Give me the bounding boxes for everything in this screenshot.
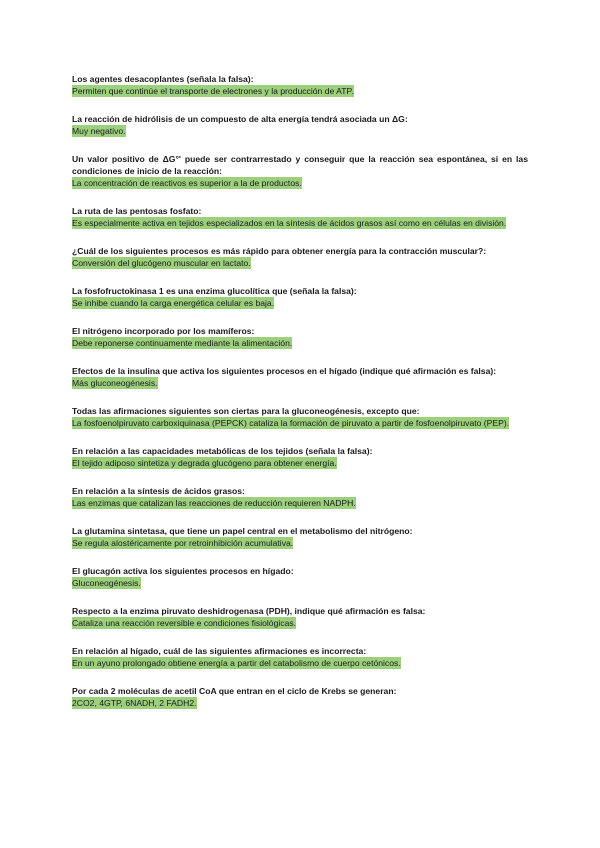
qa-item-7 — [72, 325, 528, 349]
highlighted-answer: Cataliza una reacción reversible e condiciones fisiológicas. — [72, 618, 297, 628]
question-text: El nitrógeno incorporado por los mamíferos: — [72, 326, 255, 336]
question-text: Un valor positivo de ΔG°' puede ser contrarrestado y conseguir que la reacción sea espontánea, si en las condiciones de inicio de la reacción: — [72, 154, 528, 176]
highlighted-answer: La fosfoenolpiruvato carboxiquinasa (PEPCK) cataliza la formación de piruvato a partir de fosfoenolpiruvato (PEP). — [72, 418, 510, 428]
highlighted-answer: Conversión del glucógeno muscular en lactato. — [72, 258, 251, 268]
question-text: ¿Cuál de los siguientes procesos es más rápido para obtener energía para la contracción muscular?: — [72, 246, 487, 256]
question-text: Por cada 2 moléculas de acetil CoA que entran en el ciclo de Krebs se generan: — [72, 686, 397, 696]
question-text: En relación al hígado, cuál de las siguientes afirmaciones es incorrecta: — [72, 646, 367, 656]
qa-item-12 — [72, 525, 528, 549]
highlighted-answer: Gluconeogénesis. — [72, 578, 141, 588]
question-text: La glutamina sintetasa, que tiene un papel central en el metabolismo del nitrógeno: — [72, 526, 413, 536]
question-text: Los agentes desacoplantes (señala la falsa): — [72, 74, 254, 84]
question-list — [72, 73, 528, 709]
question-text: La reacción de hidrólisis de un compuesto de alta energía tendrá asociada un ΔG: — [72, 114, 408, 124]
question-text: Efectos de la insulina que activa los siguientes procesos en el hígado (indique qué afirmación es falsa): — [72, 366, 497, 376]
highlighted-answer: Debe reponerse continuamente mediante la alimentación. — [72, 338, 293, 348]
highlighted-answer: 2CO2, 4GTP, 6NADH, 2 FADH2. — [72, 698, 197, 708]
qa-item-6 — [72, 285, 528, 309]
qa-item-9 — [72, 405, 528, 429]
qa-item-11 — [72, 485, 528, 509]
qa-item-1 — [72, 73, 528, 97]
qa-item-15 — [72, 645, 528, 669]
qa-item-2 — [72, 113, 528, 137]
qa-item-13 — [72, 565, 528, 589]
question-text: Todas las afirmaciones siguientes son ciertas para la gluconeogénesis, excepto que: — [72, 406, 420, 416]
highlighted-answer: Muy negativo. — [72, 126, 126, 136]
question-text: Respecto a la enzima piruvato deshidrogenasa (PDH), indique qué afirmación es falsa: — [72, 606, 426, 616]
question-text: El glucagón activa los siguientes procesos en hígado: — [72, 566, 294, 576]
highlighted-answer: Las enzimas que catalizan las reacciones de reducción requieren NADPH. — [72, 498, 356, 508]
highlighted-answer: La concentración de reactivos es superior a la de productos. — [72, 178, 302, 188]
highlighted-answer: Es especialmente activa en tejidos especializados en la síntesis de ácidos grasos así como en células en división. — [72, 218, 507, 228]
qa-item-16 — [72, 685, 528, 709]
question-text: La fosfofructokinasa 1 es una enzima glucolítica que (señala la falsa): — [72, 286, 357, 296]
highlighted-answer: El tejido adiposo sintetiza y degrada glucógeno para obtener energía. — [72, 458, 337, 468]
highlighted-answer: Permiten que continúe el transporte de electrones y la producción de ATP. — [72, 86, 354, 96]
qa-item-4 — [72, 205, 528, 229]
qa-item-8 — [72, 365, 528, 389]
qa-item-14 — [72, 605, 528, 629]
highlighted-answer: Más gluconeogénesis. — [72, 378, 158, 388]
question-text: En relación a la síntesis de ácidos grasos: — [72, 486, 245, 496]
question-text: La ruta de las pentosas fosfato: — [72, 206, 202, 216]
highlighted-answer: Se inhibe cuando la carga energética celular es baja. — [72, 298, 275, 308]
highlighted-answer: Se regula alostéricamente por retroinhibición acumulativa. — [72, 538, 294, 548]
question-text: En relación a las capacidades metabólicas de los tejidos (señala la falsa): — [72, 446, 373, 456]
qa-item-5 — [72, 245, 528, 269]
highlighted-answer: En un ayuno prolongado obtiene energía a partir del catabolismo de cuerpo cetónicos. — [72, 658, 401, 668]
qa-item-3 — [72, 153, 528, 189]
qa-item-10 — [72, 445, 528, 469]
